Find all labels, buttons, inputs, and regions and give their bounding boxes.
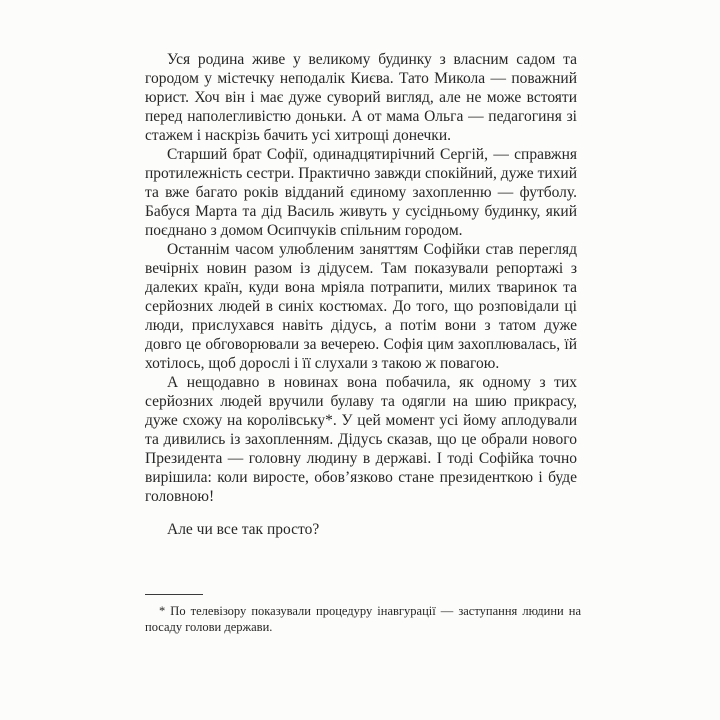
- paragraph-brother-grandparents: Старший брат Софії, одинадцятирічний Сергій, — справжня протилежність сестри. Практично завжди спокійний, дуже тихий та вже багато років відданий єдиному захопленню — футболу. Бабуся Марта та дід Василь живуть у сусідньому будинку, який поєднано з домом Осипчуків спільним городом.: [145, 146, 577, 239]
- paragraph-question: Але чи все так просто?: [167, 521, 320, 538]
- paragraph-family: Уся родина живе у великому будинку з власним садом та городом у містечку неподалік Києва. Тато Микола — поважний юрист. Хоч він і має дуже суворий вигляд, але не може встояти перед наполегливістю доньки. А от мама Ольга — педагогиня зі стажем і наскрізь бачить усі хитрощі донечки.: [145, 51, 577, 144]
- footnote-text: * По телевізору показували процедуру інавгурації — заступання людини на посаду голови держави.: [145, 604, 581, 634]
- footnote-section: [145, 594, 581, 635]
- page-text: [145, 50, 577, 539]
- paragraph-evening-news: Останнім часом улюбленим заняттям Софійки став перегляд вечірніх новин разом із дідусем. Там показували репортажі з далеких країн, куди вона мріяла потрапити, милих тваринок та серйозних людей в синіх костюмах. До того, що розповідали ці люди, прислухався навіть дідусь, а потім вони з татом дуже довго це обговорювали за вечерею. Софія цим захоплювалась, їй хотілось, щоб дорослі і її слухали з такою ж повагою.: [145, 241, 577, 372]
- footnote-divider: [145, 594, 203, 595]
- paragraph-president: А нещодавно в новинах вона побачила, як одному з тих серйозних людей вручили булаву та одягли на шию прикрасу, дуже схожу на королівську*. У цей момент усі йому аплодували та дивились із захопленням. Дідусь сказав, що це обрали нового Президента — головну людину в державі. І тоді Софійка точно вирішила: коли виросте, обов’язково стане президенткою і буде головною!: [145, 374, 577, 505]
